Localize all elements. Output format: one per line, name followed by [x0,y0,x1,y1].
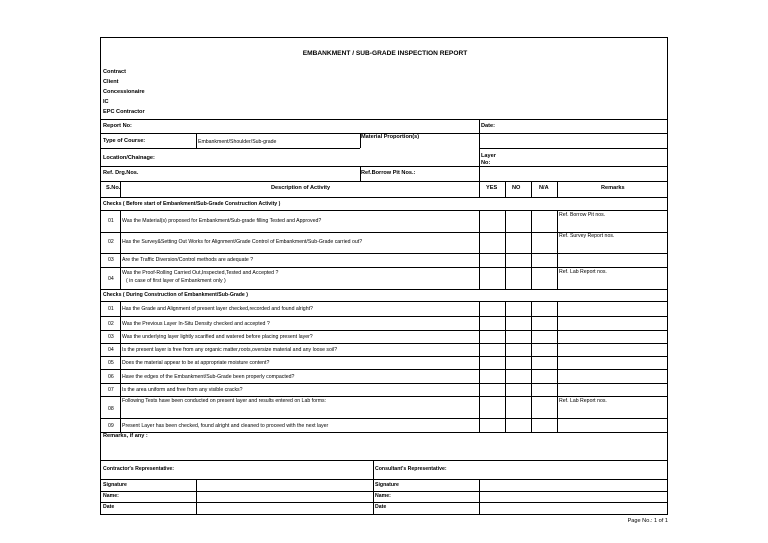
s1-row4-desc: Was the Proof-Rolling Carried Out,Inspected,Tested and Accepted ? [122,270,279,276]
s1-row1-desc: Was the Material(s) proposed for Embankment/Sub-grade filling Tested and Approved? [122,218,322,224]
divider [505,210,506,289]
divider [101,460,667,461]
s1-row4-no: 04 [108,276,114,282]
divider [101,491,667,492]
divider [101,479,667,480]
divider [101,181,667,182]
divider [101,253,667,254]
divider [101,289,667,290]
divider [479,148,667,149]
col-na: N/A [539,185,549,191]
divider [505,301,506,432]
s2-row3-no: 03 [108,334,114,340]
s2-row9-desc: Present Layer has been checked, found alright and cleaned to proceed with the next layer [122,423,329,429]
s1-row2-remark: Ref. Survey Report nos. [559,233,615,239]
s2-row8-remark: Ref. Lab Report nos. [559,398,607,404]
divider [479,210,480,289]
consultant-signature-label: Signature [375,482,399,488]
report-title: EMBANKMENT / SUB-GRADE INSPECTION REPORT [302,50,468,57]
divider [101,210,667,211]
s2-row5-desc: Does the material appear to be at appropriate moisture content? [122,360,270,366]
divider [101,197,667,198]
s2-row5-no: 05 [108,360,114,366]
divider [101,432,667,433]
divider [101,316,667,317]
divider [101,301,667,302]
col-remarks: Remarks [601,185,625,191]
s2-row1-desc: Has the Grade and Alignment of present layer checked,recorded and found alright? [122,306,313,312]
divider [479,119,480,181]
client-label: Client [103,79,119,85]
contractor-rep-label: Contractor's Representative: [103,466,174,472]
s1-row3-desc: Are the Traffic Diversion/Control methods are adequate ? [122,257,254,263]
s2-row7-desc: Is the area uniform and free from any visible cracks? [122,387,243,393]
divider [101,418,667,419]
section2-heading: Checks ( During Construction of Embankment/Sub-Grade ) [103,292,248,298]
s2-row3-desc: Was the underlying layer lightly scarified and watered before placing present layer? [122,334,313,340]
divider [531,210,532,289]
divider [479,301,480,432]
s1-row2-no: 02 [108,239,114,245]
s1-row1-remark: Ref. Borrow Pit nos. [559,212,606,218]
consultant-date-label: Date [375,504,387,510]
divider [101,383,667,384]
divider [120,210,121,289]
s2-row7-no: 07 [108,387,114,393]
divider [557,181,558,197]
report-no-label: Report No: [103,123,132,129]
s2-row8-desc: Following Tests have been conducted on present layer and results entered on Lab forms: [122,398,327,404]
s1-row4-remark: Ref. Lab Report nos. [559,269,607,275]
s2-row1-no: 01 [108,306,114,312]
divider [479,181,480,197]
divider [196,479,197,514]
s2-row6-desc: Have the edges of the Embankment/Sub-Grade been properly compacted? [122,374,295,380]
col-no: NO [512,185,521,191]
type-of-course-label: Type of Course: [103,138,146,144]
col-sno: S.No. [106,185,121,191]
divider [360,133,361,148]
divider [531,301,532,432]
material-proportion-label: Material Proportion(s) [361,134,420,140]
type-of-course-value: Embankment/Shoulder/Sub-grade [198,139,277,145]
divider [101,502,667,503]
divider [101,148,360,149]
contractor-signature-label: Signature [103,482,127,488]
s1-row1-no: 01 [108,218,114,224]
date-label: Date: [481,123,495,129]
s2-row9-no: 09 [108,423,114,429]
s2-row8-no: 08 [108,406,114,412]
remarks-label: Remarks, if any : [103,433,148,439]
s2-row2-no: 02 [108,321,114,327]
inspection-report-form [100,37,668,515]
divider [479,479,480,514]
epc-contractor-label: EPC Contractor [103,109,145,115]
section1-heading: Checks ( Before start of Embankment/Sub-Grade Construction Activity ) [103,201,281,207]
divider [101,267,667,268]
page-number: Page No.: 1 of 1 [627,518,668,524]
divider [101,369,667,370]
contractor-name-label: Name: [103,493,119,499]
divider [101,343,667,344]
divider [101,396,667,397]
divider [557,301,558,432]
divider [196,133,197,148]
ref-drg-nos-label: Ref. Drg.Nos. [103,170,139,176]
divider [101,356,667,357]
location-chainage-label: Location/Chainage: [103,155,155,161]
divider [360,166,361,181]
contract-label: Contract [103,69,126,75]
consultant-name-label: Name: [375,493,391,499]
divider [101,330,667,331]
col-yes: YES [486,185,498,191]
ic-label: IC [103,99,109,105]
layer-no-label: Layer No: [481,153,496,166]
s2-row4-no: 04 [108,347,114,353]
s2-row2-desc: Was the Previous Layer In-Situ Density checked and accepted ? [122,321,270,327]
concessionaire-label: Concessionaire [103,89,145,95]
s2-row6-no: 06 [108,374,114,380]
consultant-rep-label: Consultant's Representative: [375,466,447,472]
col-description: Description of Activity [271,185,331,191]
contractor-date-label: Date [103,504,115,510]
divider [373,460,374,514]
divider [505,181,506,197]
divider [101,166,667,167]
s2-row4-desc: Is the present layer is free from any organic matter,roots,oversize material and any loose soil? [122,347,338,353]
s1-row4-desc-note: ( in case of first layer of Embankment only ) [126,278,226,284]
s1-row3-no: 03 [108,257,114,263]
divider [531,181,532,197]
divider [120,181,121,197]
divider [120,301,121,432]
s1-row2-desc: Has the Survey&Setting Out Works for Alignment/Grade Control of Embankment/Sub-Grade carried out? [122,239,363,245]
ref-borrow-pit-label: Ref.Borrow Pit Nos.: [361,170,416,176]
divider [101,119,667,120]
divider [557,210,558,289]
